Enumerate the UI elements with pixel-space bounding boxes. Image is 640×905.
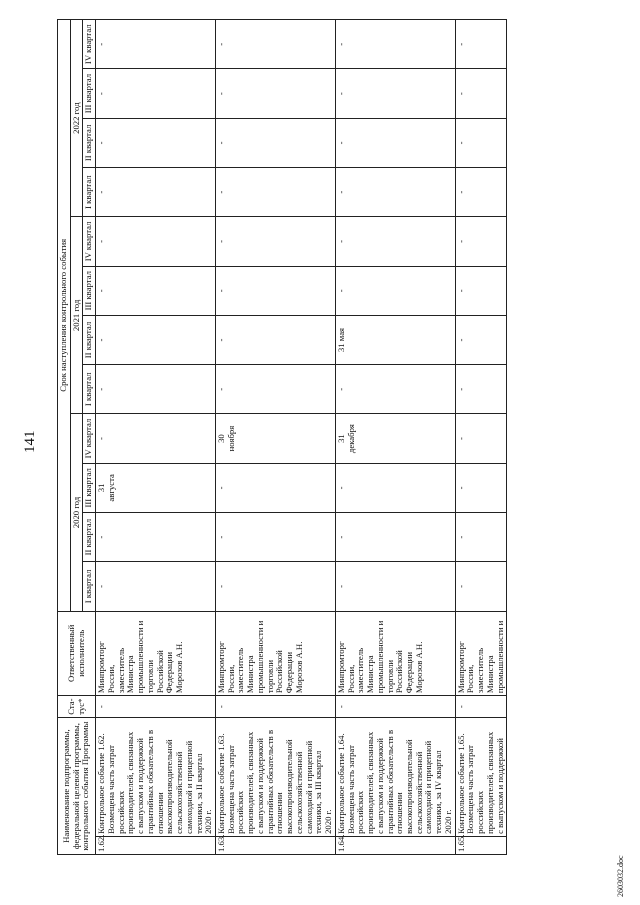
header-quarter: IV квартал <box>83 20 96 69</box>
quarter-cell: - <box>96 414 216 463</box>
quarter-cell: - <box>455 20 507 69</box>
file-name: 2603032.doc <box>616 855 625 897</box>
quarter-cell: - <box>335 217 455 266</box>
status-cell: - <box>335 696 455 718</box>
table-row <box>96 20 216 855</box>
row-number: 1.64. <box>335 836 455 854</box>
quarter-cell: 31 мая <box>335 315 455 364</box>
quarter-cell: - <box>455 266 507 315</box>
quarter-cell: - <box>216 20 336 69</box>
header-quarter: IV квартал <box>83 414 96 463</box>
quarter-cell: - <box>216 315 336 364</box>
executor-cell: Минпромторг России, заместитель Министра промышленности и торговли Российской Федерации Морозов А.Н. <box>335 611 455 696</box>
quarter-cell: - <box>335 69 455 118</box>
header-name: Наименование подпрограммы, федеральной целевой программы, контрольного события Программы <box>58 718 96 855</box>
quarter-cell: - <box>455 414 507 463</box>
quarter-cell: - <box>96 365 216 414</box>
header-status: Ста-тус* <box>58 696 96 718</box>
quarter-cell: - <box>96 168 216 217</box>
quarter-cell: - <box>455 217 507 266</box>
header-quarter: II квартал <box>83 118 96 167</box>
event-name: Контрольное событие 1.65. Возмещена часть затрат российских производителей, связанных с выпуском и поддержкой <box>455 718 507 837</box>
header-quarter: III квартал <box>83 463 96 512</box>
quarter-cell: - <box>216 118 336 167</box>
event-name: Контрольное событие 1.64. Возмещена часть затрат российских производителей, связанных с выпуском и поддержкой гарантийных обязательств в отношении высокопроизводительной сельскохозяйственной самоходной и прицепной техники, за IV квартал 2020 г. <box>335 718 455 837</box>
quarter-cell: - <box>335 365 455 414</box>
status-cell: - <box>216 696 336 718</box>
table-row <box>216 20 336 855</box>
quarter-cell: - <box>96 118 216 167</box>
quarter-cell: - <box>335 168 455 217</box>
event-name: Контрольное событие 1.62. Возмещена часть затрат российских производителей, связанных с выпуском и поддержкой гарантийных обязательств в отношении высокопроизводительной сельскохозяйственной самоходной и прицепной техники, за II квартал 2020 г. <box>96 718 216 837</box>
quarter-cell: - <box>455 168 507 217</box>
quarter-cell: - <box>335 513 455 562</box>
quarter-cell: - <box>335 266 455 315</box>
status-cell: - <box>96 696 216 718</box>
control-events-table <box>57 19 507 855</box>
quarter-cell: - <box>335 562 455 611</box>
event-name: Контрольное событие 1.63. Возмещена часть затрат российских производителей, связанных с выпуском и поддержкой гарантийных обязательств в отношении высокопроизводительной сельскохозяйственной самоходной и прицепной техники, за III квартал 2020 г. <box>216 718 336 837</box>
header-quarter: III квартал <box>83 266 96 315</box>
row-number: 1.62. <box>96 836 216 854</box>
quarter-cell: - <box>455 315 507 364</box>
page-number: 141 <box>22 430 38 453</box>
quarter-cell: - <box>216 217 336 266</box>
quarter-cell: - <box>96 217 216 266</box>
header-quarter: IV квартал <box>83 217 96 266</box>
quarter-cell: - <box>96 20 216 69</box>
quarter-cell: - <box>335 118 455 167</box>
executor-cell: Минпромторг России, заместитель Министра промышленности и <box>455 611 507 696</box>
header-deadline: Срок наступления контрольного события <box>58 20 71 612</box>
quarter-cell: 30 ноября <box>216 414 336 463</box>
quarter-cell: - <box>216 69 336 118</box>
quarter-cell: - <box>216 562 336 611</box>
quarter-cell: - <box>216 266 336 315</box>
quarter-cell: 31 августа <box>96 463 216 512</box>
quarter-cell: - <box>216 365 336 414</box>
quarter-cell: - <box>455 562 507 611</box>
quarter-cell: - <box>455 463 507 512</box>
quarter-cell: - <box>455 118 507 167</box>
quarter-cell: - <box>455 365 507 414</box>
header-year-2020: 2020 год <box>70 414 83 611</box>
table-row <box>335 20 455 855</box>
executor-cell: Минпромторг России, заместитель Министра промышленности и торговли Российской Федерации Морозов А.Н. <box>96 611 216 696</box>
quarter-cell: - <box>96 266 216 315</box>
header-quarter: II квартал <box>83 315 96 364</box>
row-number: 1.65. <box>455 836 507 854</box>
quarter-cell: - <box>216 513 336 562</box>
quarter-cell: - <box>455 69 507 118</box>
header-quarter: II квартал <box>83 513 96 562</box>
header-year-2021: 2021 год <box>70 217 83 414</box>
quarter-cell: 31 декабря <box>335 414 455 463</box>
table-row <box>455 20 507 855</box>
header-quarter: I квартал <box>83 168 96 217</box>
quarter-cell: - <box>335 463 455 512</box>
status-cell: - <box>455 696 507 718</box>
quarter-cell: - <box>455 513 507 562</box>
executor-cell: Минпромторг России, заместитель Министра промышленности и торговли Российской Федерации Морозов А.Н. <box>216 611 336 696</box>
header-quarter: III квартал <box>83 69 96 118</box>
quarter-cell: - <box>96 315 216 364</box>
header-quarter: I квартал <box>83 365 96 414</box>
header-year-2022: 2022 год <box>70 20 83 217</box>
quarter-cell: - <box>216 463 336 512</box>
quarter-cell: - <box>96 513 216 562</box>
quarter-cell: - <box>216 168 336 217</box>
header-quarter: I квартал <box>83 562 96 611</box>
quarter-cell: - <box>96 562 216 611</box>
header-executor: Ответственный исполнитель <box>58 611 96 696</box>
quarter-cell: - <box>335 20 455 69</box>
quarter-cell: - <box>96 69 216 118</box>
row-number: 1.63. <box>216 836 336 854</box>
